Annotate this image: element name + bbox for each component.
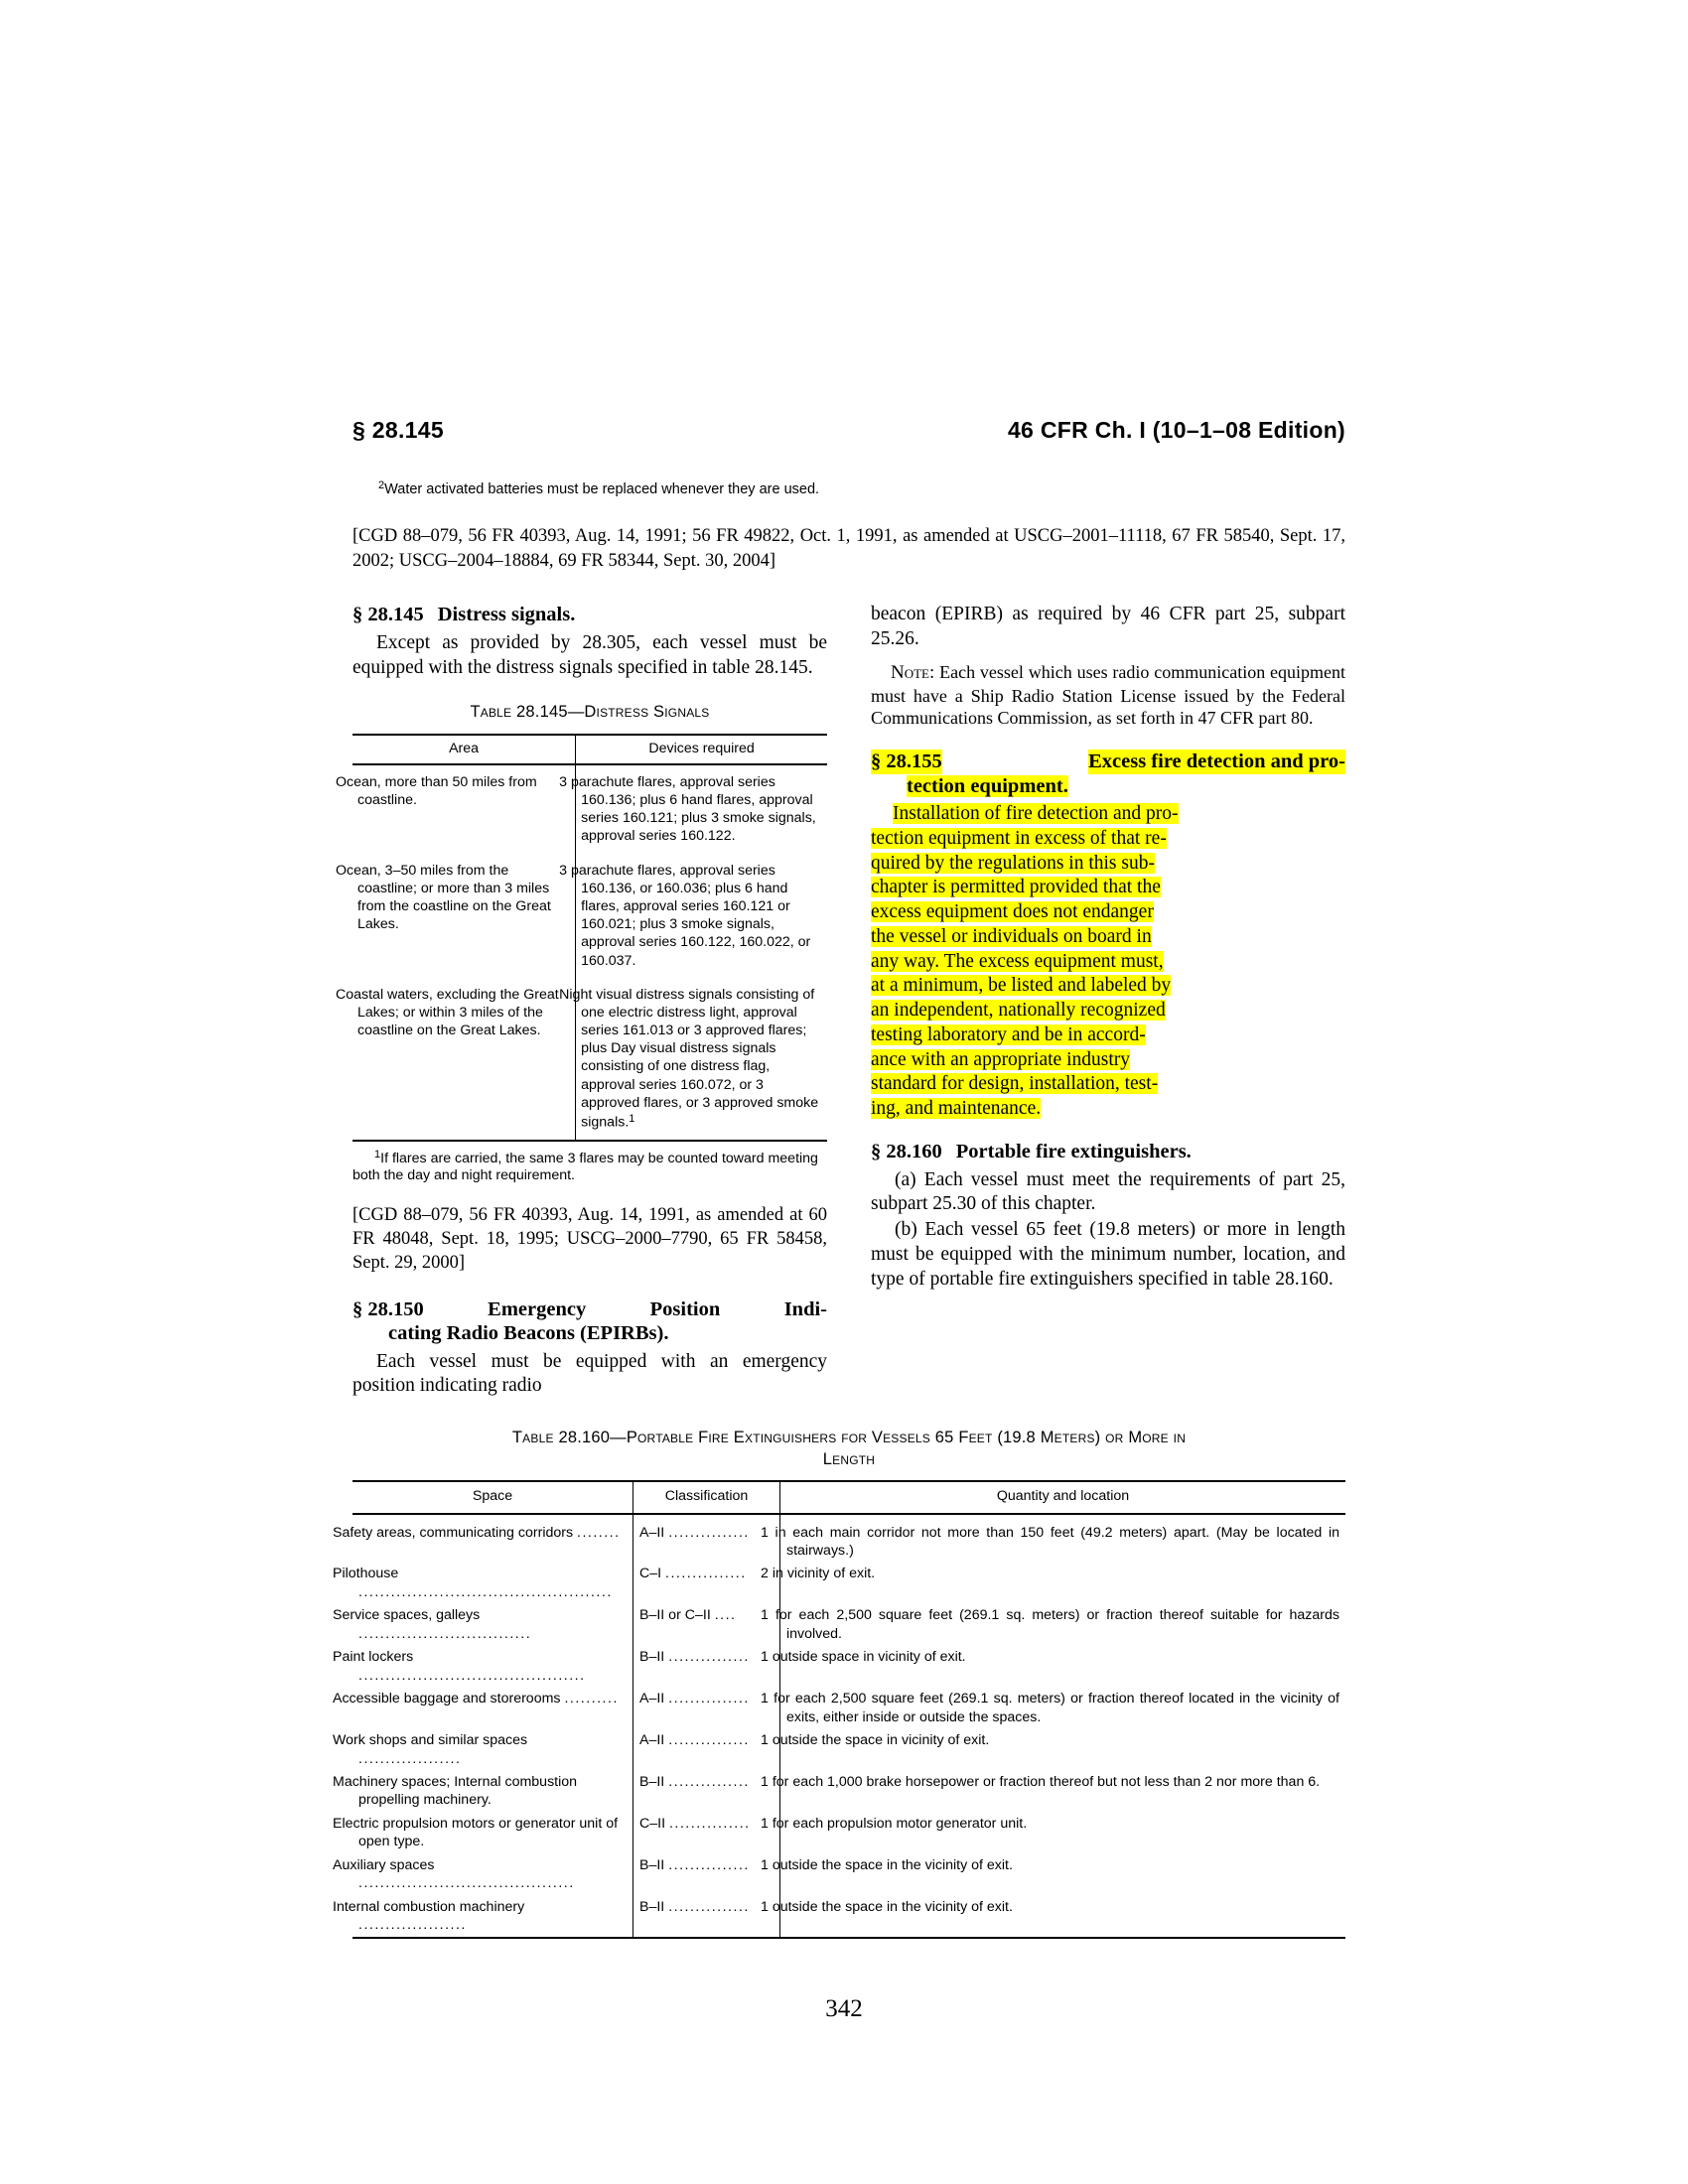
leader-dots: ...............: [668, 1856, 750, 1873]
class-label: C–I: [639, 1566, 662, 1582]
class-label: B–II: [639, 1649, 665, 1666]
leader-dots: ....................: [358, 1917, 467, 1934]
table-28-160-class-1: [633, 1563, 780, 1604]
table-28-160-class-5: [633, 1729, 780, 1771]
section-title-28-160: Portable fire extinguishers.: [955, 1140, 1192, 1162]
citation-28-145: [CGD 88–079, 56 FR 40393, Aug. 14, 1991, as amended at 60 FR 48048, Sept. 18, 1995; USCG–2000–7790, 65 FR 58458, Sept. 29, 2000]: [352, 1205, 827, 1274]
table-row: [352, 1895, 1345, 1938]
table-row: [352, 1770, 1345, 1812]
section-28-155-line-9: testing laboratory and be in accord-: [871, 1024, 1146, 1045]
space-label: Accessible baggage and storerooms: [333, 1691, 561, 1707]
leader-dots: ..........: [564, 1691, 619, 1707]
table-28-145-area-0: Ocean, more than 50 miles from coastline.: [336, 773, 537, 809]
section-28-155-line-10: ance with an appropriate industry: [871, 1048, 1130, 1070]
left-column: [336, 603, 827, 1400]
table-row: [352, 854, 827, 978]
table-28-145-header-row: [352, 735, 827, 764]
table-28-145-devices-2-footnote-marker: 1: [629, 1112, 635, 1125]
table-row: [352, 1729, 1345, 1771]
section-title-28-155-line2-wrap: [871, 774, 1345, 799]
table-28-160-space-6: [333, 1770, 633, 1812]
table-28-160: [333, 1480, 1345, 1939]
section-number-28-145: § 28.145: [352, 604, 424, 626]
space-label: Electric propulsion motors or generator unit of open type.: [333, 1815, 619, 1850]
table-28-160-quantity-3: 1 outside space in vicinity of exit.: [761, 1649, 966, 1666]
table-28-145-devices-0: 3 parachute flares, approval series 160.136; plus 6 hand flares, approval series 160.121; plus 3 smoke signals, approval series 160.122.: [576, 764, 827, 854]
table-28-160-quantity-9: 1 outside the space in the vicinity of exit.: [780, 1895, 1346, 1938]
section-heading-28-155-line1: [871, 750, 1345, 774]
leader-dots: ...............: [668, 1732, 750, 1749]
class-label: B–II or C–II: [639, 1607, 711, 1624]
section-title-28-155-line1: Excess fire detection and pro-: [1088, 751, 1345, 773]
class-label: A–II: [639, 1691, 665, 1707]
table-28-160-space-8: [333, 1853, 633, 1895]
table-28-145-footnote-text: If flares are carried, the same 3 flares may be counted toward meeting both the day and night requirement.: [352, 1150, 818, 1184]
table-28-145-header-area: Area: [352, 735, 576, 764]
table-row: [352, 1646, 1345, 1688]
table-28-145-area-2: Coastal waters, excluding the Great Lakes; or within 3 miles of the coastline on the Great Lakes.: [352, 978, 576, 1141]
table-row: [352, 1688, 1345, 1729]
section-28-155-line-5: the vessel or individuals on board in: [871, 925, 1152, 947]
section-28-155-line-11: standard for design, installation, test-: [871, 1073, 1159, 1095]
section-heading-28-145: [352, 603, 827, 627]
table-28-160-space-4: [333, 1688, 633, 1729]
class-label: B–II: [639, 1898, 665, 1915]
leader-dots: ........: [577, 1524, 621, 1541]
table-28-160-class-9: [633, 1895, 780, 1938]
table-28-160-quantity-7: 1 for each propulsion motor generator unit.: [761, 1815, 1028, 1832]
section-heading-28-155: [871, 750, 1345, 798]
class-label: C–II: [639, 1815, 666, 1832]
table-28-160-space-9: [333, 1895, 633, 1938]
section-28-155-line-3: chapter is permitted provided that the: [871, 877, 1161, 898]
table-28-160-quantity-2: 1 for each 2,500 square feet (269.1 sq. meters) or fraction thereof suitable for hazards involved.: [761, 1607, 1339, 1642]
table-28-160-class-0: [633, 1514, 780, 1563]
two-column-body: [336, 603, 1346, 1400]
section-title-28-150-word-3: Indi-: [783, 1297, 827, 1320]
leader-dots: ...............: [668, 1649, 750, 1666]
leader-dots: ...............................................: [358, 1583, 613, 1600]
space-label: Auxiliary spaces: [333, 1856, 435, 1873]
section-title-28-150-word-1: Emergency: [488, 1297, 587, 1320]
table-28-160-space-1: [333, 1563, 633, 1604]
table-row: [352, 978, 827, 1141]
table-28-160-quantity-8: 1 outside the space in the vicinity of exit.: [761, 1856, 1013, 1873]
section-28-150-body: Each vessel must be equipped with an emergency position indicating radio: [352, 1350, 827, 1397]
class-label: B–II: [639, 1773, 665, 1790]
top-footnote-marker: 2: [378, 479, 385, 491]
table-28-160-space-5: [333, 1729, 633, 1771]
section-28-160-paragraph-a: (a) Each vessel must meet the requirements of part 25, subpart 25.30 of this chapter.: [871, 1168, 1345, 1215]
leader-dots: ...................: [358, 1750, 462, 1767]
table-28-145-caption: Table 28.145—Distress Signals: [470, 703, 710, 722]
table-28-160-space-3: [333, 1646, 633, 1688]
section-heading-28-150-line1: [352, 1297, 827, 1322]
section-28-160-paragraph-b: (b) Each vessel 65 feet (19.8 meters) or more in length must be equipped with the minimum number, location, and type of portable fire extinguishers specified in table 28.160.: [871, 1219, 1345, 1290]
space-label: Internal combustion machinery: [333, 1898, 525, 1915]
space-label: Work shops and similar spaces: [333, 1732, 528, 1749]
space-label: Paint lockers: [333, 1649, 414, 1666]
section-title-28-155-line2: tection equipment.: [907, 774, 1068, 797]
radio-note-label: Note:: [891, 661, 935, 683]
top-citation: [CGD 88–079, 56 FR 40393, Aug. 14, 1991; 56 FR 49822, Oct. 1, 1991, as amended at USCG–2001–11118, 67 FR 58540, Sept. 17, 2002; USCG–2004–18884, 69 FR 58344, Sept. 30, 2004]: [352, 526, 1345, 571]
space-label: Machinery spaces; Internal combustion propelling machinery.: [333, 1773, 578, 1809]
section-title-28-150-line2: cating Radio Beacons (EPIRBs).: [388, 1322, 669, 1345]
section-28-155-line-1: tection equipment in excess of that re-: [871, 827, 1167, 849]
running-head-section: § 28.145: [352, 417, 444, 443]
leader-dots: ........................................: [358, 1875, 575, 1892]
table-28-145-area-1: Ocean, 3–50 miles from the coastline; or more than 3 miles from the coastline on the Great Lakes.: [336, 862, 551, 933]
leader-dots: ...............: [668, 1691, 750, 1707]
leader-dots: ..........................................: [358, 1667, 586, 1684]
table-row: [352, 1563, 1345, 1604]
top-footnote-text: Water activated batteries must be replaced whenever they are used.: [384, 480, 820, 497]
table-28-160-class-3: [633, 1646, 780, 1688]
leader-dots: ...............: [668, 1815, 751, 1832]
table-28-145-header-devices: Devices required: [576, 735, 827, 764]
section-28-155-line-2: quired by the regulations in this sub-: [871, 852, 1155, 874]
section-heading-28-160: [871, 1140, 1345, 1164]
leader-dots: ....: [714, 1607, 737, 1624]
leader-dots: ................................: [358, 1625, 532, 1642]
table-row: [352, 764, 827, 854]
section-28-155-line-0: Installation of fire detection and pro-: [893, 803, 1179, 825]
class-label: B–II: [639, 1856, 665, 1873]
class-label: A–II: [639, 1524, 665, 1541]
section-28-155-line-4: excess equipment does not endanger: [871, 901, 1154, 923]
section-title-28-150-word-2: Position: [649, 1297, 721, 1320]
page-content: [333, 417, 1346, 1939]
table-28-145: [336, 734, 827, 1142]
table-row: [352, 1853, 1345, 1895]
table-28-160-class-6: [633, 1770, 780, 1812]
table-row: [352, 1514, 1345, 1563]
section-28-150-continuation: beacon (EPIRB) as required by 46 CFR part 25, subpart 25.26.: [871, 604, 1345, 649]
space-label: Safety areas, communicating corridors: [333, 1524, 574, 1541]
table-28-145-footnote-marker: 1: [374, 1148, 381, 1160]
table-28-160-header-row: [352, 1481, 1345, 1513]
table-28-145-footnote: [352, 1149, 827, 1186]
space-label: Pilothouse: [333, 1566, 399, 1582]
top-footnote: [378, 479, 1345, 498]
table-28-160-quantity-4: 1 for each 2,500 square feet (269.1 sq. meters) or fraction thereof located in the vicinity of exits, either inside or outside the spaces.: [761, 1691, 1339, 1725]
section-number-28-150: § 28.150: [352, 1297, 424, 1320]
section-28-145-body: Except as provided by 28.305, each vessel must be equipped with the distress signals specified in table 28.145.: [352, 631, 827, 678]
table-28-160-header-quantity: Quantity and location: [780, 1481, 1346, 1513]
radio-note-text: Each vessel which uses radio communication equipment must have a Ship Radio Station License issued by the Federal Communications Commission, as set forth in 47 CFR part 80.: [871, 661, 1346, 729]
table-row: [352, 1812, 1345, 1853]
section-28-155-line-6: any way. The excess equipment must,: [871, 950, 1164, 972]
table-28-160-quantity-6: 1 for each 1,000 brake horsepower or fraction thereof but not less than 2 nor more than 6.: [761, 1773, 1321, 1790]
table-28-160-caption: [352, 1428, 1345, 1470]
section-title-28-145: Distress signals.: [437, 604, 576, 626]
table-28-160-class-4: [633, 1688, 780, 1729]
table-28-160-space-7: [333, 1812, 633, 1853]
table-28-145-devices-2-text: Night visual distress signals consisting of one electric distress light, approval series 161.013 or 3 approved flares; plus Day visual distress signals consisting of one distress flag, approval series 160.072, or 3 approved flares, or 3 approved smoke signals.: [559, 986, 819, 1131]
table-28-160-space-2: [333, 1604, 633, 1646]
section-number-28-160: § 28.160: [871, 1140, 942, 1162]
table-28-160-header-space: Space: [352, 1481, 633, 1513]
section-number-28-155: § 28.155: [871, 751, 942, 773]
table-28-160-space-0: [333, 1514, 633, 1563]
table-28-160-quantity-5: 1 outside the space in vicinity of exit.: [761, 1732, 990, 1749]
page-number: 342: [825, 1995, 863, 2022]
running-head-edition: 46 CFR Ch. I (10–1–08 Edition): [1007, 417, 1345, 443]
space-label: Service spaces, galleys: [333, 1607, 481, 1624]
table-28-160-quantity-0: 1 in each main corridor not more than 150 feet (49.2 meters) apart. (May be located in stairways.): [761, 1524, 1339, 1559]
table-28-160-class-8: [633, 1853, 780, 1895]
table-28-160-class-7: [633, 1812, 780, 1853]
table-28-160-caption-line1: Table 28.160—Portable Fire Extinguishers for Vessels 65 Feet (19.8 Meters) or More in: [511, 1429, 1187, 1447]
table-row: [352, 1604, 1345, 1646]
section-28-155-body: [871, 802, 1345, 1122]
table-28-145-devices-1: 3 parachute flares, approval series 160.136, or 160.036; plus 6 hand flares, approval series 160.121 or 160.021; plus 3 smoke signals, approval series 160.122, 160.022, or 160.037.: [576, 854, 827, 978]
table-28-160-header-classification: Classification: [633, 1481, 780, 1513]
running-head: [352, 417, 1345, 444]
leader-dots: ...............: [665, 1566, 747, 1582]
section-28-155-line-7: at a minimum, be listed and labeled by: [871, 975, 1172, 997]
section-28-155-line-12: ing, and maintenance.: [871, 1098, 1042, 1120]
class-label: A–II: [639, 1732, 665, 1749]
section-28-155-line-8: an independent, nationally recognized: [871, 1000, 1166, 1022]
table-28-160-quantity-1: 2 in vicinity of exit.: [761, 1566, 876, 1582]
radio-note: [871, 661, 1345, 730]
table-28-145-devices-2: [559, 978, 827, 1141]
table-28-160-class-2: [633, 1604, 780, 1646]
leader-dots: ...............: [668, 1773, 750, 1790]
leader-dots: ...............: [668, 1524, 750, 1541]
section-heading-28-150: [352, 1297, 827, 1346]
leader-dots: ...............: [668, 1898, 750, 1915]
right-column: [871, 603, 1345, 1293]
table-28-160-caption-line2: Length: [822, 1449, 876, 1468]
